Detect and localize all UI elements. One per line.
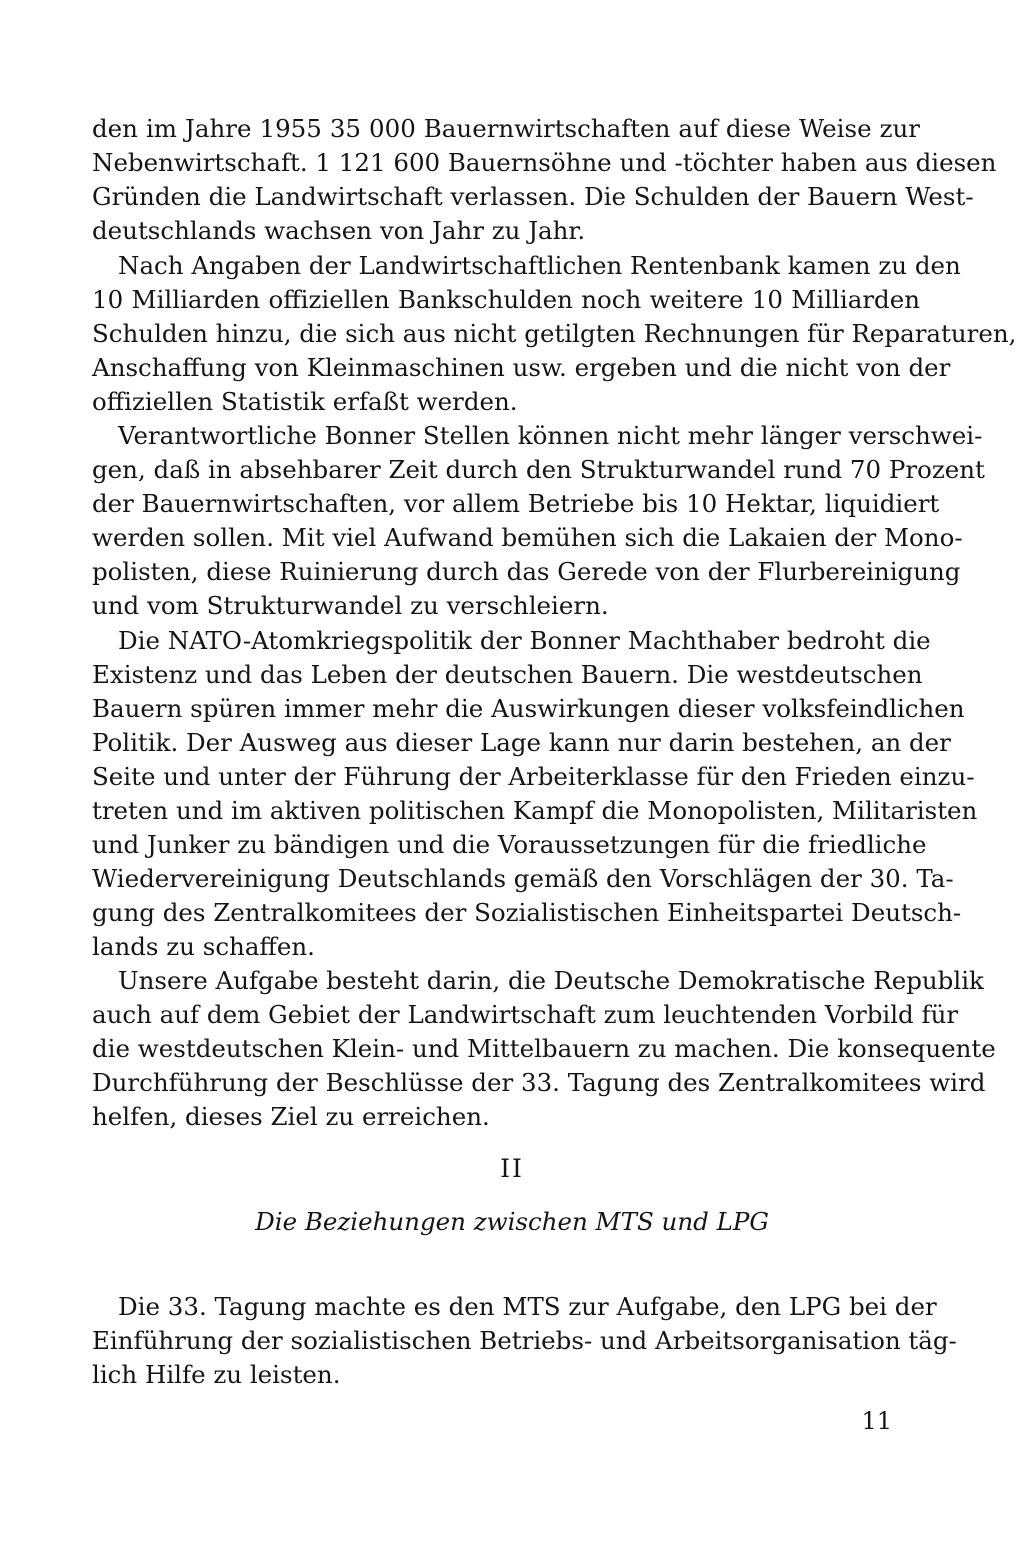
text-line: der Bauernwirtschaften, vor allem Betriebe bis 10 Hektar, liquidiert	[92, 489, 940, 518]
text-line: treten und im aktiven politischen Kampf die Monopolisten, Militaristen	[92, 796, 978, 825]
text-line: Existenz und das Leben der deutschen Bauern. Die westdeutschen	[92, 660, 923, 689]
text-line: Politik. Der Ausweg aus dieser Lage kann nur darin bestehen, an der	[92, 728, 951, 757]
text-line: Verantwortliche Bonner Stellen können nicht mehr länger verschwei-	[118, 421, 983, 450]
text-line: Einführung der sozialistischen Betriebs- und Arbeitsorganisation täg-	[92, 1326, 957, 1355]
text-line: und vom Strukturwandel zu verschleiern.	[92, 591, 609, 620]
text-line: deutschlands wachsen von Jahr zu Jahr.	[92, 216, 586, 245]
text-line: lich Hilfe zu leisten.	[92, 1360, 341, 1389]
text-line: Nebenwirtschaft. 1 121 600 Bauernsöhne und -töchter haben aus diesen	[92, 148, 997, 177]
text-line: Seite und unter der Führung der Arbeiterklasse für den Frieden einzu-	[92, 762, 975, 791]
text-line: helfen, dieses Ziel zu erreichen.	[92, 1102, 490, 1131]
text-line: und Junker zu bändigen und die Voraussetzungen für die friedliche	[92, 830, 927, 859]
text-line: Die NATO-Atomkriegspolitik der Bonner Machthaber bedroht die	[118, 626, 931, 655]
text-line: offiziellen Statistik erfaßt werden.	[92, 387, 518, 416]
section-number: II	[500, 1154, 524, 1183]
text-line: Nach Angaben der Landwirtschaftlichen Rentenbank kamen zu den	[118, 251, 961, 280]
text-line: auch auf dem Gebiet der Landwirtschaft zum leuchtenden Vorbild für	[92, 1000, 959, 1029]
text-line: Bauern spüren immer mehr die Auswirkungen dieser volksfeindlichen	[92, 694, 965, 723]
text-line: Die 33. Tagung machte es den MTS zur Aufgabe, den LPG bei der	[118, 1292, 937, 1321]
text-line: polisten, diese Ruinierung durch das Gerede von der Flurbereinigung	[92, 557, 961, 586]
text-line: gung des Zentralkomitees der Sozialistischen Einheitspartei Deutsch-	[92, 898, 962, 927]
text-line: Gründen die Landwirtschaft verlassen. Die Schulden der Bauern West-	[92, 182, 974, 211]
page-number: 11	[861, 1407, 892, 1435]
text-line: werden sollen. Mit viel Aufwand bemühen sich die Lakaien der Mono-	[92, 523, 963, 552]
text-line: 10 Milliarden offiziellen Bankschulden noch weitere 10 Milliarden	[92, 285, 920, 314]
section-title: Die Beziehungen zwischen MTS und LPG	[255, 1207, 769, 1236]
text-line: Schulden hinzu, die sich aus nicht getilgten Rechnungen für Reparaturen,	[92, 319, 1017, 348]
text-line: Wiedervereinigung Deutschlands gemäß den Vorschlägen der 30. Ta-	[92, 864, 954, 893]
text-line: lands zu schaffen.	[92, 932, 315, 961]
text-line: Anschaffung von Kleinmaschinen usw. ergeben und die nicht von der	[92, 353, 951, 382]
text-line: den im Jahre 1955 35 000 Bauernwirtschaften auf diese Weise zur	[92, 114, 920, 143]
text-line: Unsere Aufgabe besteht darin, die Deutsche Demokratische Republik	[118, 966, 984, 995]
text-line: Durchführung der Beschlüsse der 33. Tagung des Zentralkomitees wird	[92, 1068, 986, 1097]
text-line: gen, daß in absehbarer Zeit durch den Strukturwandel rund 70 Prozent	[92, 455, 985, 484]
text-line: die westdeutschen Klein- und Mittelbauern zu machen. Die konsequente	[92, 1034, 996, 1063]
